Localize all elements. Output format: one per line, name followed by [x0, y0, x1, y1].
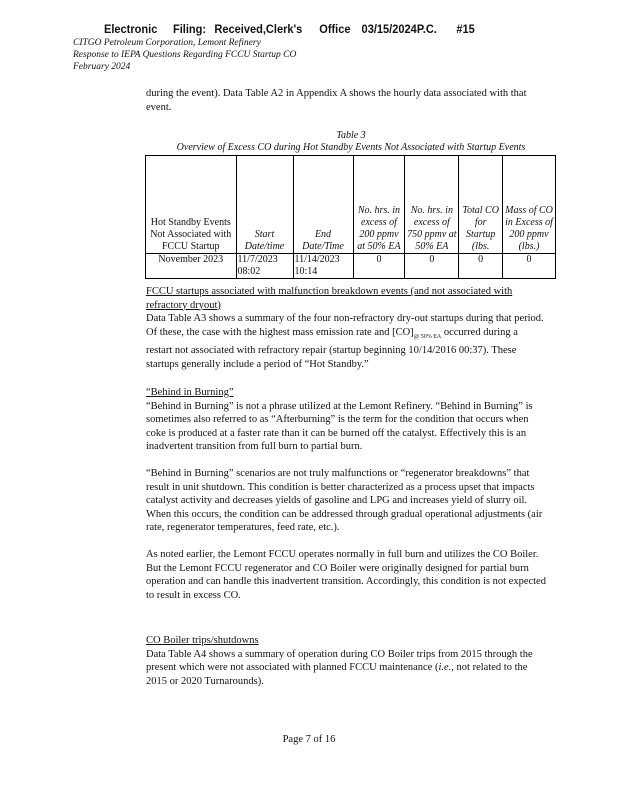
- table-cell: 0: [459, 254, 503, 279]
- paragraph: “Behind in Burning” is not a phrase utilized at the Lemont Refinery. “Behind in Burning” is sometimes also referred to as “Afterburning” is the term for the condition that occurs when coke is produced at a faster rate than it can be burned off the catalyst. Effectively this is an inadvertent transition from full burn to partial burn.: [146, 400, 533, 452]
- section-behind-in-burning: [146, 386, 546, 602]
- filing-number: #15: [456, 22, 475, 36]
- table-header-cell: Total CO for Startup (lbs.: [459, 156, 503, 254]
- table-header-cell: End Date/Time: [293, 156, 353, 254]
- section-body: Data Table A4 shows a summary of operation during CO Boiler trips from 2015 through the present which were not associated with planned FCCU maintenance (i.e., not related to the 2015 or 2020 Turnarounds).: [146, 648, 533, 687]
- table-header-cell: No. hrs. in excess of 200 ppmv at 50% EA: [353, 156, 405, 254]
- filing-received: Received,Clerk's: [214, 22, 303, 36]
- table-cell: 0: [503, 254, 556, 279]
- section-malfunction-startups: [146, 285, 546, 371]
- table-header-row: [146, 156, 556, 254]
- table-title: Table 3: [336, 130, 366, 141]
- paragraph: “Behind in Burning” scenarios are not truly malfunctions or “regenerator breakdowns” that result in unit shutdown. This condition is better characterized as a process upset that impacts catalyst activity and decreases yields of gasoline and LPG and increases yield of slurry oil. When this occurs, the condition can be addressed through gradual operational adjustments (air rate, regenerator temperatures, feed rate, etc.).: [146, 468, 543, 533]
- table-header-cell: Mass of CO in Excess of 200 ppmv (lbs.): [503, 156, 556, 254]
- filing-electronic: Electronic: [103, 22, 158, 36]
- section-heading: FCCU startups associated with malfunction breakdown events (and not associated with refractory dryout): [146, 286, 513, 311]
- section-heading: CO Boiler trips/shutdowns: [146, 635, 259, 646]
- filing-label: Filing:: [172, 22, 207, 36]
- section-heading: “Behind in Burning”: [146, 387, 234, 398]
- table-row: [146, 254, 556, 279]
- table-cell: 0: [405, 254, 459, 279]
- table-cell: 0: [353, 254, 405, 279]
- header-company: CITGO Petroleum Corporation, Lemont Refinery: [73, 38, 261, 48]
- section-co-boiler-trips: [146, 634, 546, 688]
- table-header-cell: Start Date/time: [236, 156, 293, 254]
- filing-office: Office: [319, 22, 351, 36]
- table-subtitle: Overview of Excess CO during Hot Standby Events Not Associated with Startup Events: [176, 142, 526, 153]
- table-cell: 11/7/2023 08:02: [236, 254, 293, 279]
- table-cell: November 2023: [146, 254, 237, 279]
- header-subject: Response to IEPA Questions Regarding FCCU Startup CO: [73, 50, 297, 60]
- table-3: [145, 130, 557, 279]
- intro-paragraph: during the event). Data Table A2 in Appendix A shows the hourly data associated with that event.: [146, 88, 527, 113]
- header-date: February 2024: [73, 62, 131, 72]
- filing-date: 03/15/2024P.C.: [361, 22, 437, 36]
- table-cell: 11/14/2023 10:14: [293, 254, 353, 279]
- page-number: Page 7 of 16: [282, 734, 336, 745]
- paragraph: As noted earlier, the Lemont FCCU operates normally in full burn and utilizes the CO Boiler. But the Lemont FCCU regenerator and CO Boiler were originally designed for partial burn operation and can handle this inadvertent transition. Accordingly, this condition is not expected to result in excess CO.: [146, 549, 546, 601]
- document-header: [73, 37, 296, 73]
- section-body: Data Table A3 shows a summary of the four non-refractory dry-out startups during that period. Of these, the case with the highest mass emission rate and $[CO]_{@ 50\% EA}$ occurred during a restart not associated with refractory repair (startup beginning 10/14/2016 00:37). These startups generally include a period of “Hot Standby.”: [146, 313, 544, 370]
- filing-stamp: [0, 22, 569, 38]
- table-grid: [145, 155, 556, 279]
- table-header-cell: No. hrs. in excess of 750 ppmv at 50% EA: [405, 156, 459, 254]
- table-header-cell: Hot Standby Events Not Associated with FCCU Startup: [146, 156, 237, 254]
